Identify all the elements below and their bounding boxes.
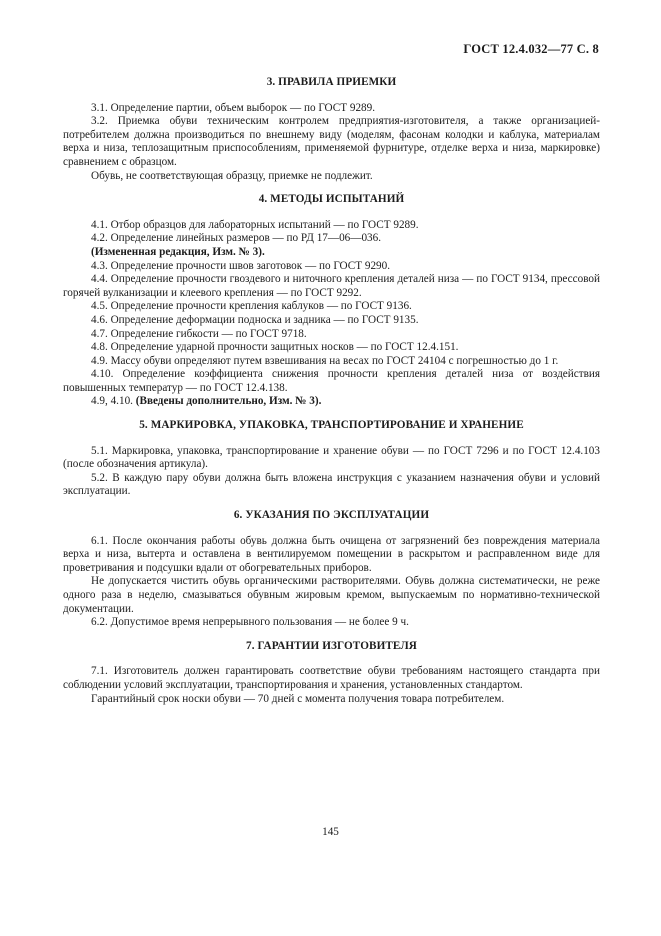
paragraph-4-3: 4.3. Определение прочности швов заготовок — по ГОСТ 9290. [91, 259, 391, 272]
paragraph-3-1: 3.1. Определение партии, объем выборок — по ГОСТ 9289. [91, 101, 376, 114]
paragraph-4-2: 4.2. Определение линейных размеров — по РД 17—06—036. [91, 232, 382, 245]
paragraph-3-note: Обувь, не соответствующая образцу, приемке не подлежит. [91, 169, 373, 182]
paragraph-4-6: 4.6. Определение деформации подноска и задника — по ГОСТ 9135. [91, 313, 419, 326]
paragraph-4-5: 4.5. Определение прочности крепления каблуков — по ГОСТ 9136. [91, 300, 412, 313]
amendment-note-4-10: (Введены дополнительно, Изм. № 3). [135, 395, 322, 408]
paragraph-6-1: 6.1. После окончания работы обувь должна быть очищена от загрязнений без повреждения материала верха и низа, вытерта и оставлена в вентилируемом помещении в раскрытом и расправленном виде для проветривания и подсушки вдали от обогревательных приборов. [63, 534, 600, 574]
section-title-4: 4. МЕТОДЫ ИСПЫТАНИЙ [258, 193, 405, 206]
amendment-note-4-2: (Измененная редакция, Изм. № 3). [91, 245, 265, 258]
paragraph-4-amendment [63, 395, 600, 409]
paragraph-4-10: 4.10. Определение коэффициента снижения прочности крепления деталей низа от воздействия повышенных температур — по ГОСТ 12.4.138. [63, 368, 600, 394]
document-reference: ГОСТ 12.4.032—77 С. 8 [463, 42, 599, 56]
paragraph-4-8: 4.8. Определение ударной прочности защитных носков — по ГОСТ 12.4.151. [91, 341, 459, 354]
paragraph-7-warranty: Гарантийный срок носки обуви — 70 дней с момента получения товара потребителем. [91, 692, 505, 705]
paragraph-3-2: 3.2. Приемка обуви техническим контролем предприятия-изготовителя, а также организацией-потребителем должна производиться по внешнему виду (моделям, фасонам колодки и каблука, материалам верха и низа, теплозащитным приспособлениям, применяемой фурнитуре, отделке верха и низа, маркировке) сравнением с образцом. [63, 115, 600, 168]
section-title-6: 6. УКАЗАНИЯ ПО ЭКСПЛУАТАЦИИ [233, 509, 430, 522]
section-title-5: 5. МАРКИРОВКА, УПАКОВКА, ТРАНСПОРТИРОВАНИЕ И ХРАНЕНИЕ [139, 419, 524, 432]
section-title-7: 7. ГАРАНТИИ ИЗГОТОВИТЕЛЯ [246, 639, 417, 652]
paragraph-6-2: 6.2. Допустимое время непрерывного пользования — не более 9 ч. [91, 616, 409, 629]
paragraph-7-1: 7.1. Изготовитель должен гарантировать соответствие обуви требованиям настоящего стандарта при соблюдении условий эксплуатации, транспортирования и хранения, установленных стандартом. [63, 665, 600, 691]
paragraph-6-note: Не допускается чистить обувь органическими растворителями. Обувь должна систематически, не реже одного раза в неделю, смазываться обувным жировым кремом, выпускаемым по нормативно-технической документации. [63, 575, 600, 615]
paragraph-5-2: 5.2. В каждую пару обуви должна быть вложена инструкция с указанием назначения обуви и условий эксплуатации. [63, 471, 600, 498]
paragraph-4-1: 4.1. Отбор образцов для лабораторных испытаний — по ГОСТ 9289. [91, 218, 419, 231]
section-title-3: 3. ПРАВИЛА ПРИЕМКИ [266, 76, 397, 88]
paragraph-4-9: 4.9. Массу обуви определяют путем взвешивания на весах по ГОСТ 24104 с погрешностью до 1 г. [91, 354, 559, 367]
document-body [63, 66, 600, 706]
paragraph-4-4: 4.4. Определение прочности гвоздевого и ниточного крепления деталей низа — по ГОСТ 9134, прессовой горячей вулканизации и клеевого крепления — по ГОСТ 9292. [63, 273, 600, 299]
paragraph-5-1: 5.1. Маркировка, упаковка, транспортирование и хранение обуви — по ГОСТ 7296 и по ГОСТ 12.4.103 (после обозначения артикула). [63, 444, 600, 471]
page-number: 145 [322, 826, 339, 838]
paragraph-4-7: 4.7. Определение гибкости — по ГОСТ 9718. [91, 327, 307, 340]
amendment-prefix: 4.9, 4.10. [91, 395, 133, 408]
